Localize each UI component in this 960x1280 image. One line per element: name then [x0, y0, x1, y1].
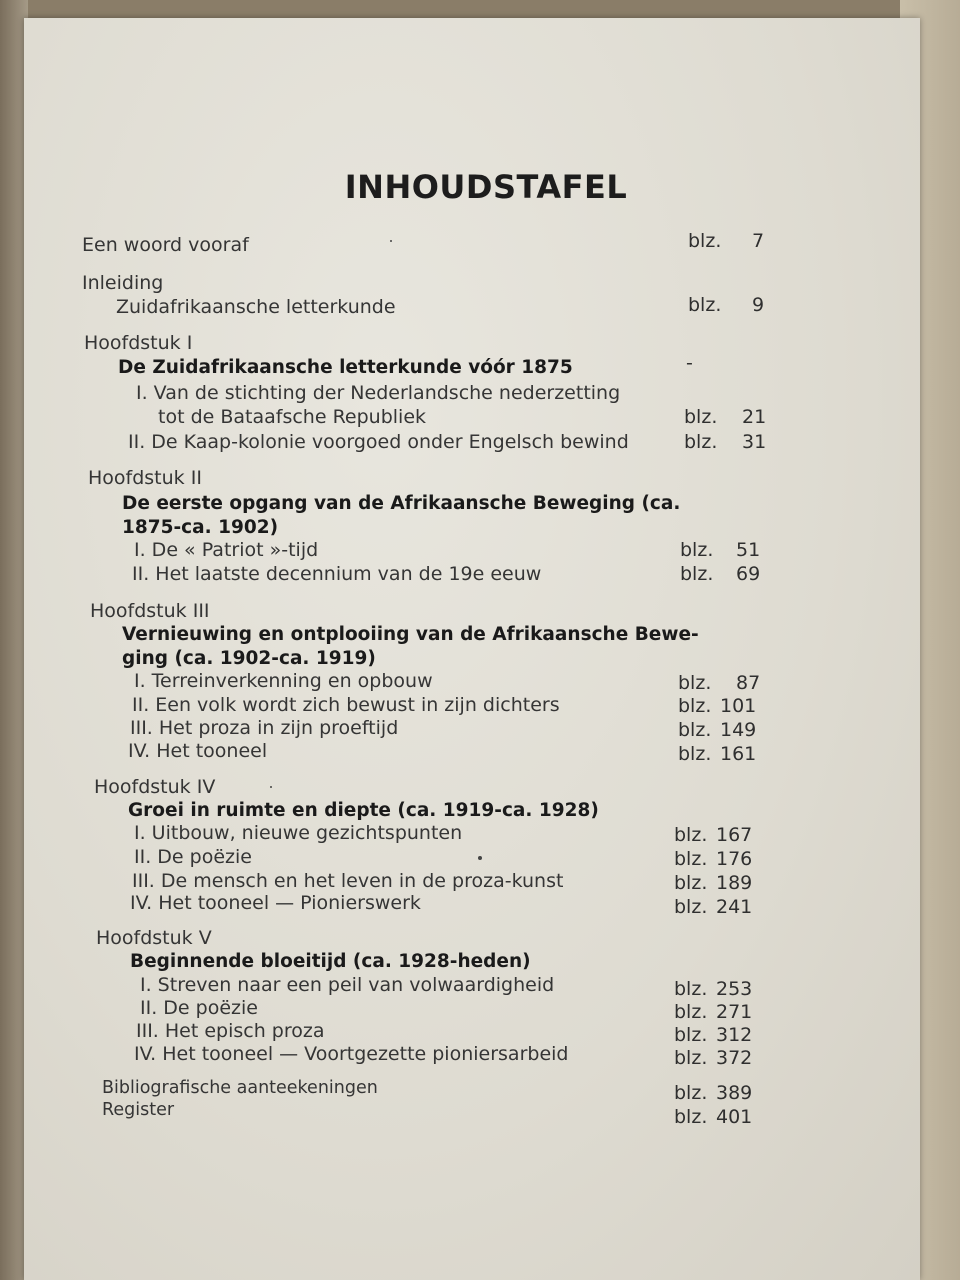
chapter-subtitle-continued: ging (ca. 1902-ca. 1919)	[122, 648, 376, 669]
chapter-heading: Hoofdstuk II	[88, 467, 202, 489]
page-number: 167	[716, 824, 753, 846]
page-number: 401	[716, 1106, 753, 1128]
page-title: INHOUDSTAFEL	[344, 168, 628, 206]
blz-label: blz.	[674, 1001, 708, 1023]
section-entry: I. Streven naar een peil van volwaardigheid	[140, 974, 555, 996]
chapter-subtitle: Groei in ruimte en diepte (ca. 1919-ca. 1928)	[128, 800, 599, 821]
blz-label: blz.	[674, 1082, 708, 1104]
paper-speck	[390, 240, 392, 242]
toc-entry-bibliografie: Bibliografische aanteekeningen	[102, 1078, 378, 1098]
blz-label: blz.	[678, 672, 712, 694]
section-entry: III. De mensch en het leven in de proza-kunst	[132, 870, 564, 892]
chapter-subtitle: Vernieuwing en ontplooiing van de Afrikaansche Bewe-	[122, 624, 699, 645]
blz-label: blz.	[674, 978, 708, 1000]
page-number: 161	[720, 743, 757, 765]
blz-label: blz.	[674, 872, 708, 894]
dash-mark: -	[686, 352, 693, 374]
page-number: 312	[716, 1024, 753, 1046]
section-entry: III. Het episch proza	[136, 1020, 325, 1042]
paper-speck	[478, 856, 482, 860]
blz-label: blz.	[684, 406, 718, 428]
section-entry: II. Een volk wordt zich bewust in zijn dichters	[132, 694, 560, 716]
section-entry: II. De poëzie	[140, 997, 258, 1019]
blz-label: blz.	[674, 896, 708, 918]
paper-speck	[270, 786, 272, 788]
chapter-subtitle: De Zuidafrikaansche letterkunde vóór 1875	[118, 357, 573, 378]
toc-entry-register: Register	[102, 1100, 175, 1120]
page-number: 51	[736, 539, 761, 561]
section-entry: II. De poëzie	[134, 846, 252, 868]
blz-label: blz.	[680, 539, 714, 561]
page-number: 101	[720, 695, 757, 717]
page-number: 87	[736, 672, 761, 694]
book-page	[24, 18, 920, 1280]
toc-entry-inleiding: Zuidafrikaansche letterkunde	[116, 296, 396, 318]
blz-label: blz.	[684, 431, 718, 453]
chapter-heading: Hoofdstuk IV	[94, 776, 216, 798]
section-entry: I. Van de stichting der Nederlandsche nederzetting	[136, 382, 621, 404]
section-entry: I. Terreinverkenning en opbouw	[134, 670, 433, 692]
blz-label: blz.	[678, 743, 712, 765]
section-entry-continued: tot de Bataafsche Republiek	[158, 406, 427, 428]
page-number: 253	[716, 978, 753, 1000]
blz-label: blz.	[688, 294, 722, 316]
blz-label: blz.	[678, 695, 712, 717]
section-entry: I. De « Patriot »-tijd	[134, 539, 319, 561]
blz-label: blz.	[674, 1047, 708, 1069]
page-number: 271	[716, 1001, 753, 1023]
page-number: 389	[716, 1082, 753, 1104]
page-number: 9	[752, 294, 765, 316]
section-entry: IV. Het tooneel	[128, 740, 268, 762]
chapter-heading: Hoofdstuk III	[90, 600, 210, 622]
page-number: 69	[736, 563, 761, 585]
blz-label: blz.	[674, 824, 708, 846]
chapter-subtitle: Beginnende bloeitijd (ca. 1928-heden)	[130, 951, 531, 972]
section-entry: IV. Het tooneel — Pionierswerk	[130, 892, 421, 914]
page-number: 189	[716, 872, 753, 894]
section-entry: I. Uitbouw, nieuwe gezichtspunten	[134, 822, 463, 844]
page-number: 149	[720, 719, 757, 741]
blz-label: blz.	[674, 1106, 708, 1128]
section-entry: II. Het laatste decennium van de 19e eeuw	[132, 563, 542, 585]
chapter-heading: Hoofdstuk I	[84, 332, 193, 354]
page-number: 21	[742, 406, 767, 428]
blz-label: blz.	[688, 230, 722, 252]
blz-label: blz.	[674, 1024, 708, 1046]
page-number: 31	[742, 431, 767, 453]
page-number: 7	[752, 230, 765, 252]
blz-label: blz.	[674, 848, 708, 870]
page-number: 176	[716, 848, 753, 870]
chapter-subtitle: De eerste opgang van de Afrikaansche Beweging (ca.	[122, 493, 681, 514]
section-entry: II. De Kaap-kolonie voorgoed onder Engelsch bewind	[128, 431, 629, 453]
blz-label: blz.	[680, 563, 714, 585]
toc-entry-voorwoord: Een woord vooraf	[82, 234, 249, 256]
chapter-subtitle-continued: 1875-ca. 1902)	[122, 517, 279, 538]
blz-label: blz.	[678, 719, 712, 741]
chapter-heading: Hoofdstuk V	[96, 927, 212, 949]
section-entry: III. Het proza in zijn proeftijd	[130, 717, 399, 739]
section-entry: IV. Het tooneel — Voortgezette pioniersarbeid	[134, 1043, 569, 1065]
toc-heading-inleiding: Inleiding	[82, 272, 164, 294]
page-number: 241	[716, 896, 753, 918]
page-number: 372	[716, 1047, 753, 1069]
